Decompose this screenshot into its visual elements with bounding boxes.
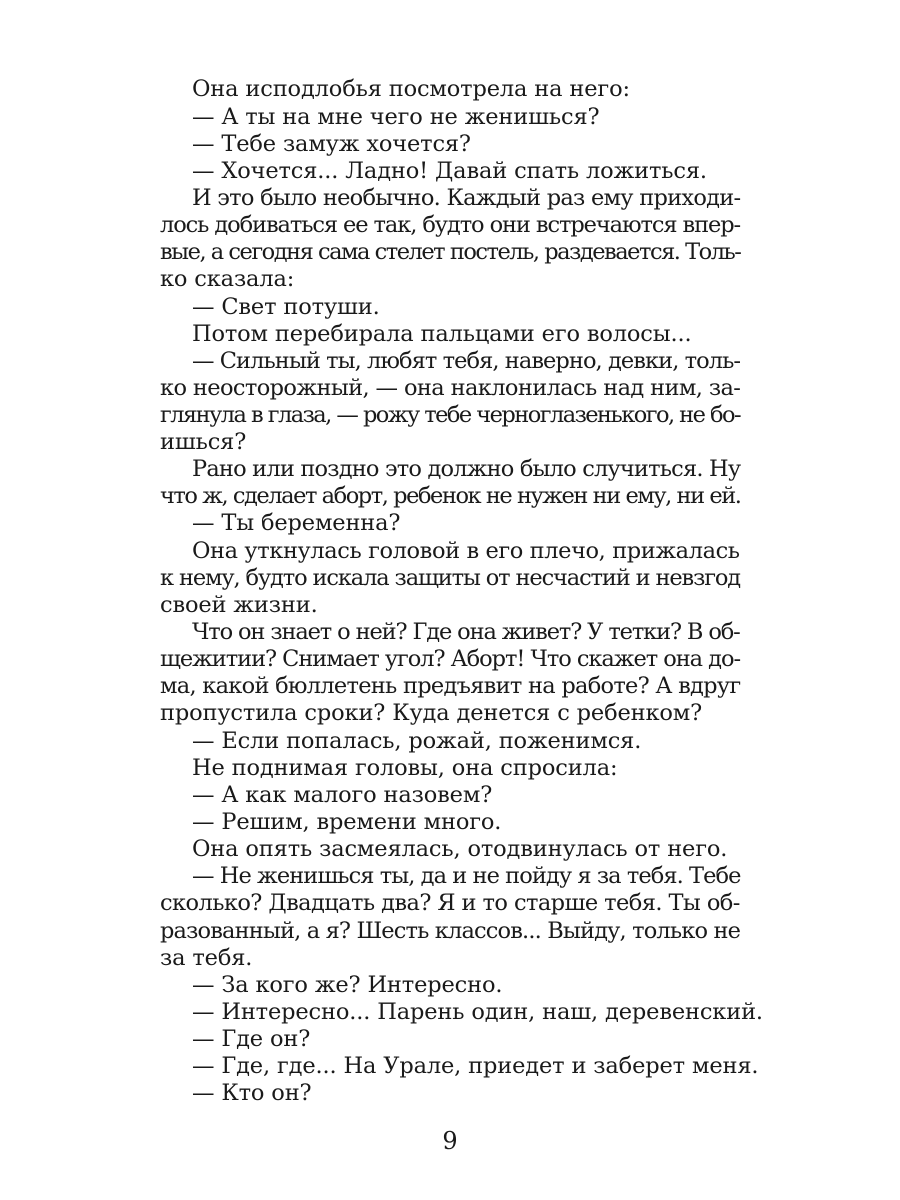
text-line: — Решим, времени много. xyxy=(192,809,502,835)
text-line: — Хочется... Ладно! Давай спать ложиться. xyxy=(192,158,707,184)
text-line: Что он знает о ней? Где она живет? У тетки? В об- xyxy=(192,619,740,645)
text-line: щежитии? Снимает угол? Аборт! Что скажет она до- xyxy=(160,646,741,672)
text-line: — За кого же? Интересно. xyxy=(192,972,503,998)
text-line: — Тебе замуж хочется? xyxy=(192,131,471,157)
text-line: — Сильный ты, любят тебя, наверно, девки, толь- xyxy=(192,348,741,374)
text-line: сколько? Двадцать два? Я и то старше тебя. Ты об- xyxy=(160,890,740,916)
text-line: ко неосторожный, — она наклонилась над ним, за- xyxy=(160,375,741,401)
text-line: — Не женишься ты, да и не пойду я за тебя. Тебе xyxy=(192,863,741,889)
text-line: — А как малого назовем? xyxy=(192,782,493,808)
text-line: своей жизни. xyxy=(160,592,318,618)
text-line: разованный, а я? Шесть классов... Выйду, только не xyxy=(160,918,741,944)
text-line: — Если попалась, рожай, поженимся. xyxy=(192,728,642,754)
text-line: ма, какой бюллетень предъявит на работе? А вдруг xyxy=(160,673,741,699)
text-line: Потом перебирала пальцами его волосы... xyxy=(192,321,692,347)
text-line: вые, а сегодня сама стелет постель, раздевается. Толь- xyxy=(160,239,741,265)
text-line: Не поднимая головы, она спросила: xyxy=(192,755,618,781)
text-line: — Где, где... На Урале, приедет и заберет меня. xyxy=(192,1053,759,1079)
text-line: Она исподлобья посмотрела на него: xyxy=(192,76,630,102)
text-line: — Кто он? xyxy=(192,1080,312,1106)
text-line: И это было необычно. Каждый раз ему приходи- xyxy=(192,185,741,211)
text-line: лось добиваться ее так, будто они встречаются впер- xyxy=(160,212,741,238)
text-line: — Ты беременна? xyxy=(192,510,401,536)
text-line: пропустила сроки? Куда денется с ребенком? xyxy=(160,700,703,726)
text-line: — Интересно... Парень один, наш, деревенский. xyxy=(192,999,763,1025)
text-line: Она опять засмеялась, отодвинулась от него. xyxy=(192,836,728,862)
text-line: к нему, будто искала защиты от несчастий и невзгод xyxy=(160,565,741,591)
text-line: за тебя. xyxy=(160,945,253,971)
text-line: ко сказала: xyxy=(160,266,295,292)
text-line: — А ты на мне чего не женишься? xyxy=(192,104,600,130)
text-line: глянула в глаза, — рожу тебе черноглазенького, не бо- xyxy=(160,402,741,428)
page-number: 9 xyxy=(442,1127,458,1155)
text-line: ишься? xyxy=(160,429,247,455)
text-line: Она уткнулась головой в его плечо, прижалась xyxy=(192,538,740,564)
text-line: — Где он? xyxy=(192,1026,311,1052)
text-line: что ж, сделает аборт, ребенок не нужен ни ему, ни ей. xyxy=(160,483,741,509)
text-line: — Свет потуши. xyxy=(192,294,380,320)
text-line: Рано или поздно это должно было случиться. Ну xyxy=(192,456,741,482)
